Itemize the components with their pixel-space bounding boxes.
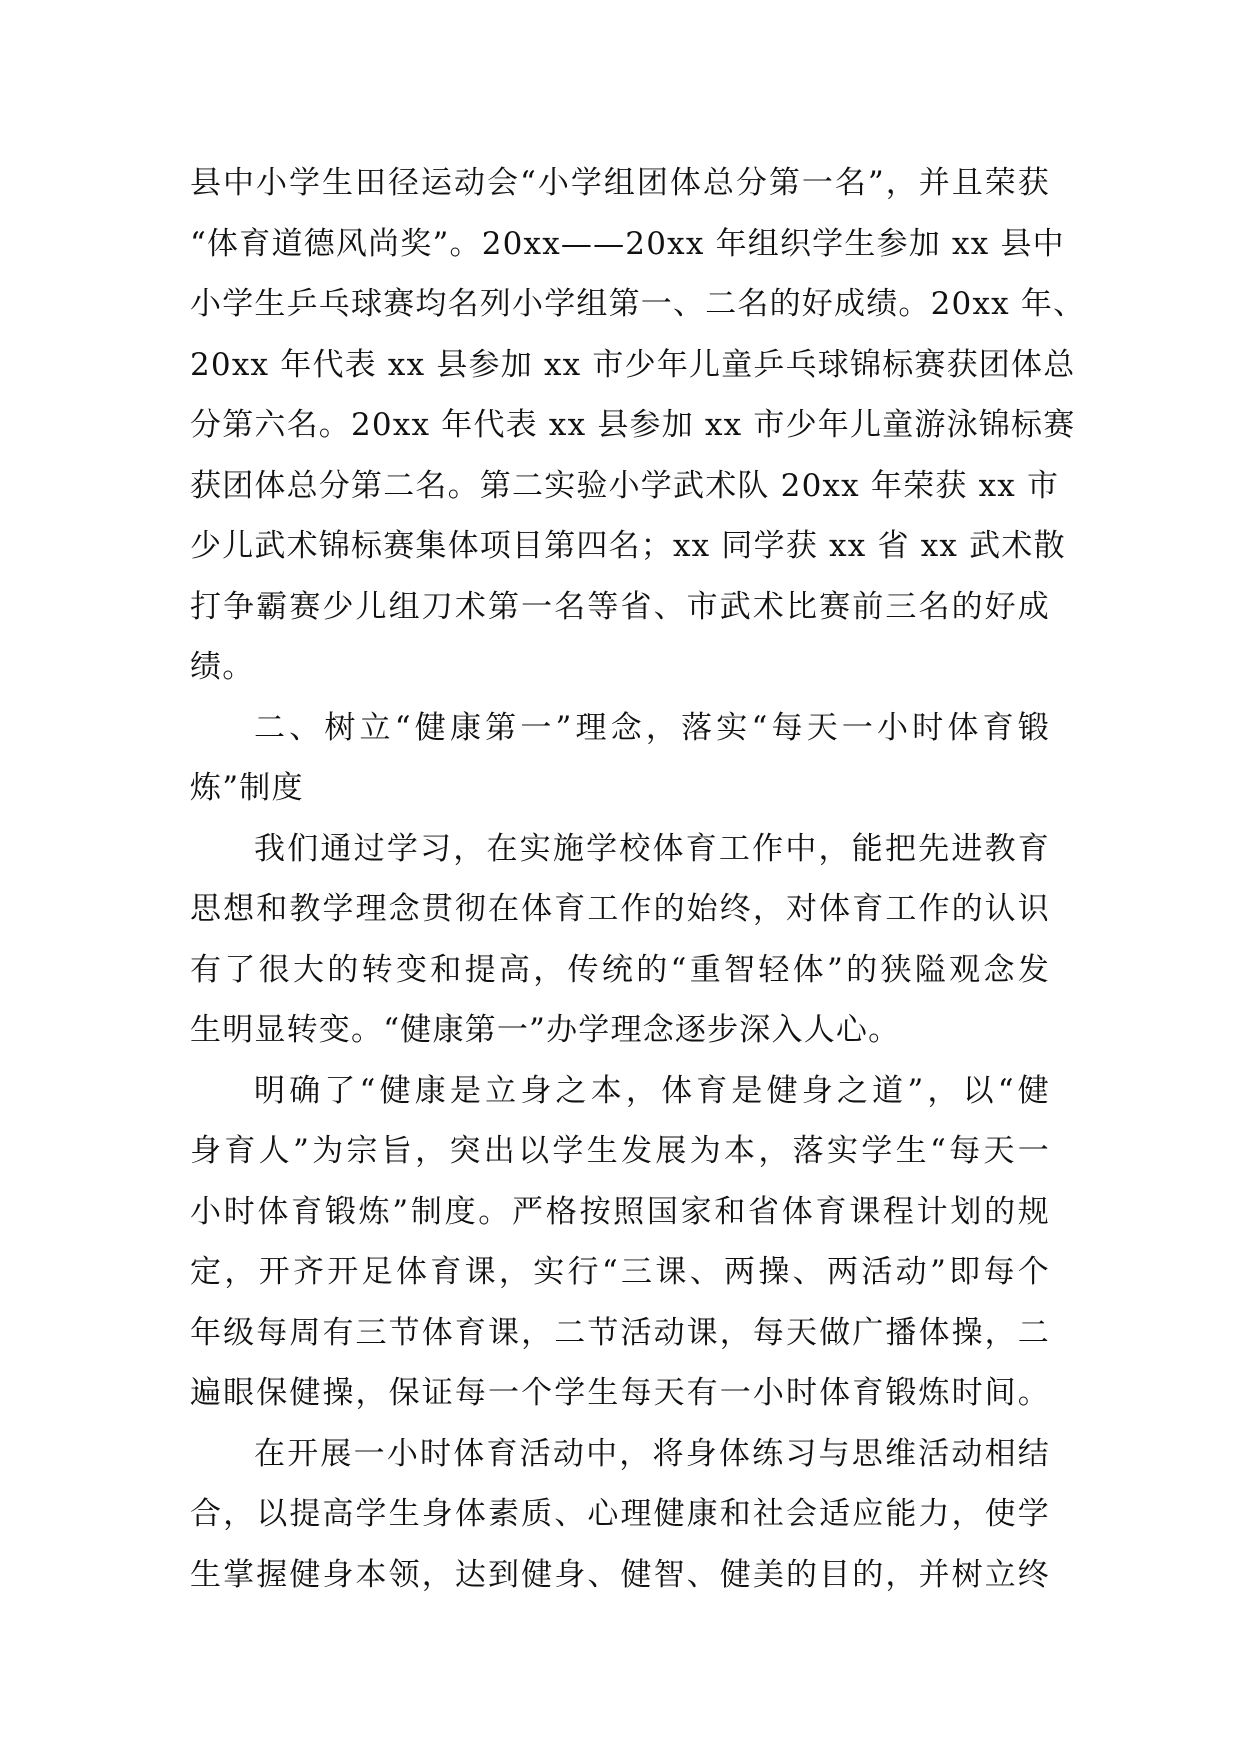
text-line: 合，以提高学生身体素质、心理健康和社会适应能力，使学 [190,1496,1050,1532]
text-line: 生掌握健身本领，达到健身、健智、健美的目的，并树立终 [190,1556,1050,1593]
text-line: 年级每周有三节体育课，二节活动课，每天做广播体操，二 [190,1314,1050,1351]
text-line: 身育人”为宗旨，突出以学生发展为本，落实学生“每天一 [190,1133,1050,1169]
text-line: 明确了“健康是立身之本，体育是健身之道”，以“健 [254,1072,1050,1109]
text-line: 小时体育锻炼”制度。严格按照国家和省体育课程计划的规 [190,1193,1050,1230]
text-line: 生明显转变。“健康第一”办学理念逐步深入人心。 [190,1012,901,1048]
text-line: 打争霸赛少儿组刀术第一名等省、市武术比赛前三名的好成 [190,588,1050,625]
text-line: 分第六名。20xx 年代表 xx 县参加 xx 市少年儿童游泳锦标赛 [190,407,1076,443]
text-line: 我们通过学习，在实施学校体育工作中，能把先进教育 [254,830,1050,867]
text-line: 有了很大的转变和提高，传统的“重智轻体”的狭隘观念发 [190,951,1050,988]
text-line: 绩。 [190,649,255,685]
text-line: 20xx 年代表 xx 县参加 xx 市少年儿童乒乓球锦标赛获团体总 [190,346,1076,383]
text-line: 思想和教学理念贯彻在体育工作的始终，对体育工作的认识 [190,891,1050,927]
text-line: 定，开齐开足体育课，实行“三课、两操、两活动”即每个 [190,1254,1050,1290]
text-line: 炼”制度 [190,770,304,806]
text-line: 获团体总分第二名。第二实验小学武术队 20xx 年荣获 xx 市 [190,467,1060,504]
text-line: 二、树立“健康第一”理念，落实“每天一小时体育锻 [254,709,1050,746]
text-line: 小学生乒乓球赛均名列小学组第一、二名的好成绩。20xx 年、 [190,286,1086,322]
document-body [190,153,1086,1605]
text-line: 遍眼保健操，保证每一个学生每天有一小时体育锻炼时间。 [190,1375,1050,1411]
text-line: 县中小学生田径运动会“小学组团体总分第一名”，并且荣获 [190,165,1050,201]
text-line: “体育道德风尚奖”。20xx——20xx 年组织学生参加 xx 县中 [190,225,1065,262]
text-line: 少儿武术锦标赛集体项目第四名；xx 同学获 xx 省 xx 武术散 [190,528,1066,564]
text-line: 在开展一小时体育活动中，将身体练习与思维活动相结 [254,1435,1050,1472]
